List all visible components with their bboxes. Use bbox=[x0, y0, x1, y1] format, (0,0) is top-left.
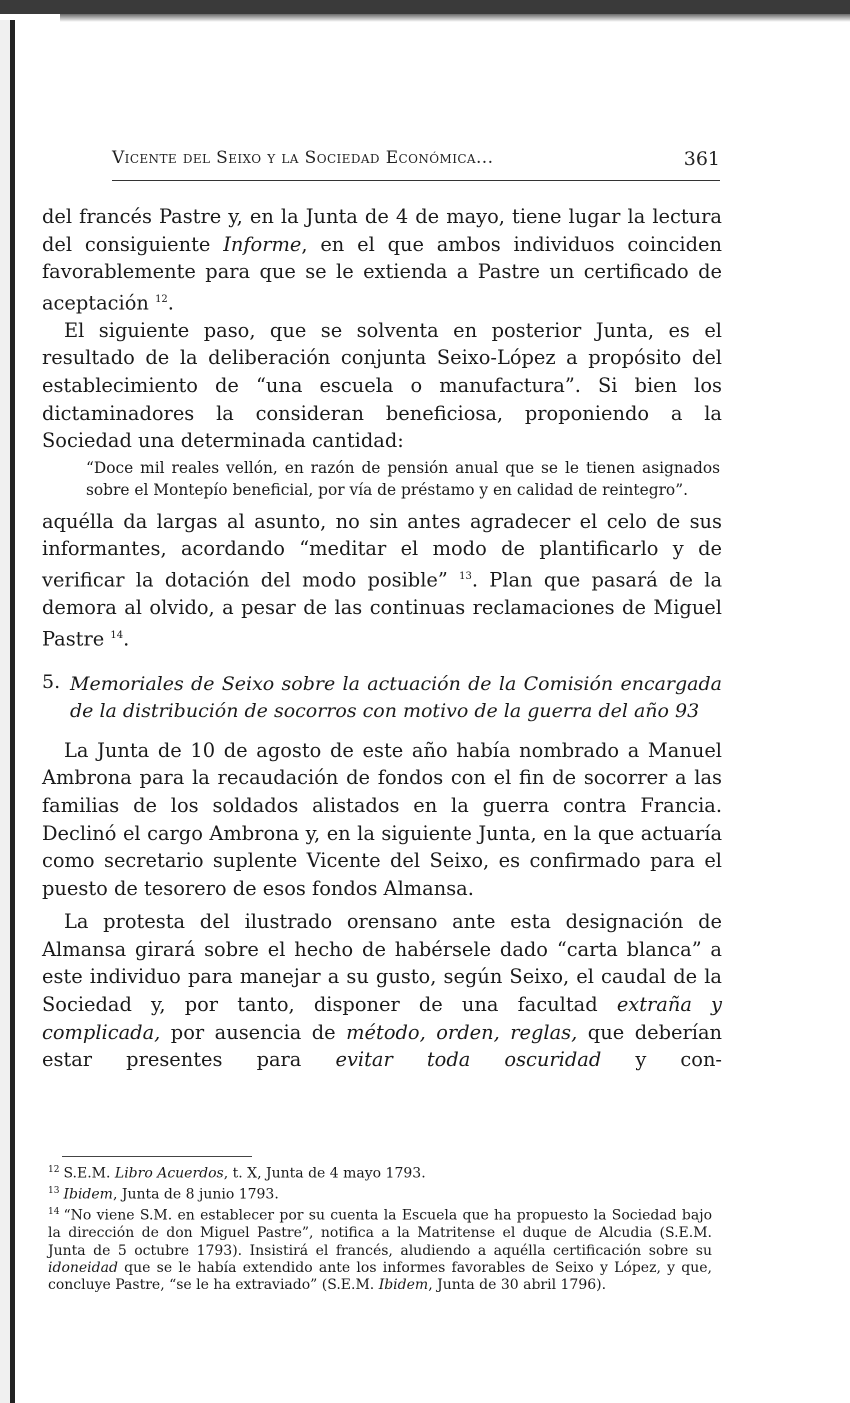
running-head: Vicente del Seixo y la Sociedad Económica... bbox=[112, 148, 494, 168]
p1-italic: Informe bbox=[223, 232, 302, 256]
p3-end: . bbox=[123, 627, 130, 651]
p1-text-a: del francés Pastre y, en la Junta de 4 de mayo, tiene lugar la lectura del consiguiente bbox=[42, 205, 722, 256]
fn12-italic: Libro Acuerdos bbox=[114, 1165, 224, 1182]
fn14-text-a: “No viene S.M. en establecer por su cuenta la Escuela que ha propuesto la Sociedad bajo la dirección de don Miguel Pastre”, notifica a la Matritense el duque de Alcudia (S.E.M. Junta de 5 octubre 1793). Insistirá el francés, aludiendo a aquélla certificación sobre su bbox=[48, 1207, 712, 1259]
footnote-mark: 12 bbox=[48, 1165, 60, 1175]
fn12-text-a: S.E.M. bbox=[63, 1165, 115, 1182]
paragraph-2: El siguiente paso, que se solventa en posterior Junta, es el resultado de la deliberación conjunta Seixo-López a propósito del establecimiento de “una escuela o manufactura”. Si bien los dictaminadores la consideran beneficiosa, proponiendo a la Sociedad una determinada cantidad: bbox=[42, 318, 722, 453]
page-header bbox=[112, 148, 720, 180]
footnote-ref-12: 12 bbox=[155, 293, 168, 305]
fn14-text-b: que se le había extendido ante los informes favorables de Seixo y López, y que, concluye Pastre, “se le ha extraviado” (S.E.M. bbox=[48, 1260, 712, 1294]
p5-text-a: La protesta del ilustrado orensano ante esta designación de Almansa girará sobre el hecho de habérsele dado “carta blanca” a este individuo para manejar a su gusto, según Seixo, el caudal de la Sociedad y, por tanto, disponer de una facultad bbox=[42, 910, 722, 1017]
fn12-text-b: , t. X, Junta de 4 mayo 1793. bbox=[223, 1165, 426, 1182]
paragraph-5 bbox=[42, 908, 722, 1074]
paragraph-3 bbox=[42, 508, 722, 653]
footnote-13 bbox=[48, 1183, 712, 1204]
p5-italic-c: evitar toda oscuridad bbox=[335, 1048, 602, 1072]
fn14-text-c: , Junta de 30 abril 1796). bbox=[428, 1277, 607, 1294]
footnote-rule bbox=[62, 1156, 252, 1157]
block-quote: “Doce mil reales vellón, en razón de pensión anual que se le tienen asignados sobre el Montepío beneficial, por vía de préstamo y en calidad de reintegro”. bbox=[86, 458, 720, 500]
scan-left-edge bbox=[10, 20, 15, 1403]
paragraph-4: La Junta de 10 de agosto de este año había nombrado a Manuel Ambrona para la recaudación de fondos con el fin de socorrer a las familias de los soldados alistados en la guerra contra Francia. Declinó el cargo Ambrona y, en la siguiente Junta, en la que actuaría como secretario suplente Vicente del Seixo, es confirmado para el puesto de tesorero de esos fondos Almansa. bbox=[42, 738, 722, 900]
footnotes bbox=[48, 1162, 712, 1295]
header-rule bbox=[112, 180, 720, 181]
fn14-italic-a: idoneidad bbox=[48, 1260, 118, 1276]
p1-end: . bbox=[167, 291, 174, 315]
fn13-italic: Ibidem bbox=[63, 1186, 113, 1203]
footnote-mark: 13 bbox=[48, 1186, 60, 1197]
footnote-mark: 14 bbox=[48, 1207, 60, 1218]
p3-text-b: . Plan que pasará de la demora al olvido, a pesar de las continuas reclamaciones de Miguel Pastre bbox=[42, 568, 723, 651]
paragraph-1 bbox=[42, 203, 722, 317]
scan-left-margin bbox=[0, 20, 10, 1403]
p5-italic-b: método, orden, reglas, bbox=[346, 1020, 578, 1044]
scan-top-edge bbox=[0, 0, 850, 14]
p1-text-b: , en el que ambos individuos coinciden favorablemente para que se le extienda a Pastre un certificado de aceptación bbox=[42, 232, 722, 315]
scan-top-shadow bbox=[60, 14, 850, 22]
footnote-ref-14: 14 bbox=[110, 629, 124, 641]
fn14-italic-b: Ibidem bbox=[378, 1277, 429, 1294]
fn13-text: , Junta de 8 junio 1793. bbox=[112, 1186, 279, 1203]
p5-text-b: por ausencia de bbox=[160, 1020, 347, 1044]
footnote-14 bbox=[48, 1204, 712, 1295]
p3-text-a: aquélla da largas al asunto, no sin antes agradecer el celo de sus informantes, acordando “meditar el modo de plantificarlo y de verificar la dotación del modo posible” bbox=[42, 509, 722, 592]
section-heading bbox=[42, 671, 722, 725]
section-title: Memoriales de Seixo sobre la actuación de la Comisión encargada de la distribución de socorros con motivo de la guerra del año 93 bbox=[70, 672, 722, 722]
section-number: 5. bbox=[42, 670, 61, 693]
p5-italic-a: extraña y complicada, bbox=[42, 993, 722, 1044]
body-text-column bbox=[42, 203, 722, 1074]
page-number: 361 bbox=[683, 148, 720, 170]
footnote-12 bbox=[48, 1162, 712, 1183]
p5-text-c: que deberían estar presentes para bbox=[42, 1020, 722, 1072]
footnote-ref-13: 13 bbox=[459, 571, 472, 582]
p5-text-d: y con- bbox=[601, 1048, 722, 1072]
